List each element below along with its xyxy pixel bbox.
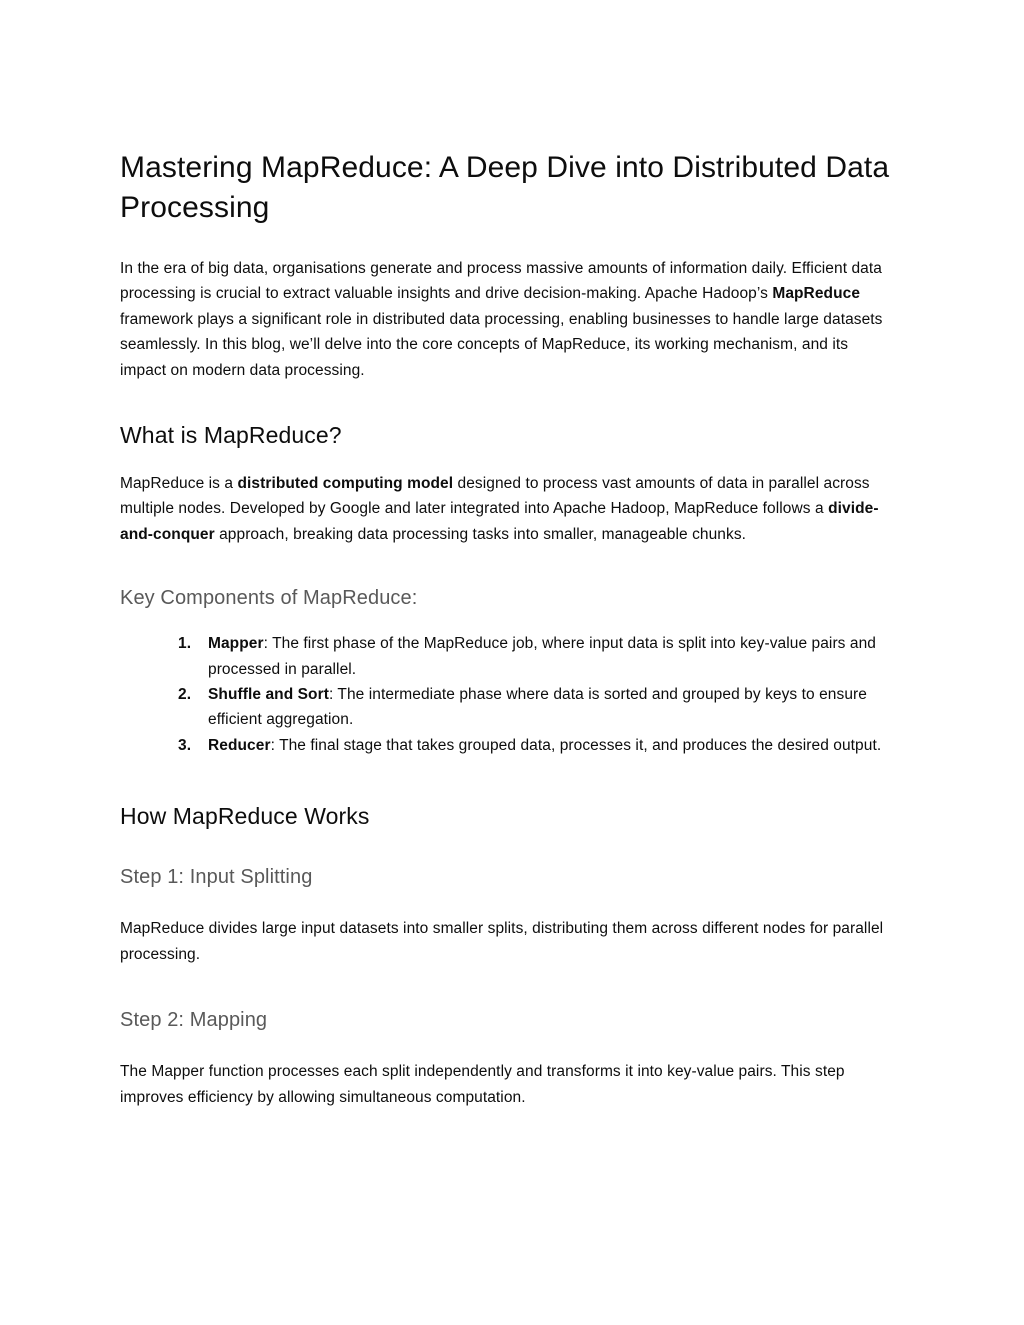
intro-bold-mapreduce: MapReduce xyxy=(772,285,861,303)
list-item-text: : The final stage that takes grouped data, processes it, and produces the desired output. xyxy=(270,736,882,754)
what-is-mapreduce-paragraph xyxy=(120,471,895,547)
what-is-text-part-2: designed to process vast amounts of data in parallel across multiple nodes. Developed by Google and later integrated into Apache Hadoop, MapReduce follows a xyxy=(120,475,870,518)
spacer xyxy=(120,450,895,471)
bold-distributed-computing-model: distributed computing model xyxy=(237,475,454,493)
heading-key-components: Key Components of MapReduce: xyxy=(120,587,418,610)
intro-text-part-2: framework plays a significant role in distributed data processing, enabling businesses to handle large datasets seamlessly. In this blog, we’ll delve into the core concepts of MapReduce, its working mechanism, and its impact on modern data processing. xyxy=(120,310,883,379)
list-item-text: : The first phase of the MapReduce job, where input data is split into key-value pairs and processed in parallel. xyxy=(208,635,876,678)
list-item xyxy=(178,682,895,733)
spacer xyxy=(120,612,895,631)
heading-how-mapreduce-works: How MapReduce Works xyxy=(120,803,370,830)
list-item-text: : The intermediate phase where data is sorted and grouped by keys to ensure efficient aggregation. xyxy=(208,686,867,729)
list-item-term: Mapper xyxy=(208,635,264,653)
heading-what-is-mapreduce: What is MapReduce? xyxy=(120,422,342,449)
heading-step-2: Step 2: Mapping xyxy=(120,1009,268,1032)
page-title: Mastering MapReduce: A Deep Dive into Distributed Data Processing xyxy=(120,151,890,224)
intro-text-part-1: In the era of big data, organisations generate and process massive amounts of information daily. Efficient data processing is crucial to extract valuable insights and drive decision-making. Apache Hadoop’s xyxy=(120,260,882,303)
spacer xyxy=(120,831,895,864)
list-item xyxy=(178,631,895,682)
intro-paragraph xyxy=(120,256,895,383)
spacer xyxy=(120,383,895,420)
spacer xyxy=(120,891,895,916)
step-1-paragraph: MapReduce divides large input datasets into smaller splits, distributing them across different nodes for parallel processing. xyxy=(120,920,884,963)
spacer xyxy=(120,967,895,1007)
list-item-term: Reducer xyxy=(208,736,271,754)
key-components-list xyxy=(120,631,895,758)
list-item xyxy=(178,733,895,758)
bold-divide-and-conquer: divide-and-conquer xyxy=(120,500,879,543)
heading-step-1: Step 1: Input Splitting xyxy=(120,866,313,889)
step-2-paragraph: The Mapper function processes each split independently and transforms it into key-value pairs. This step improves efficiency by allowing simultaneous computation. xyxy=(120,1063,845,1106)
spacer xyxy=(120,547,895,585)
spacer xyxy=(120,1034,895,1059)
list-item-term: Shuffle and Sort xyxy=(208,686,329,704)
spacer xyxy=(120,758,895,801)
what-is-text-part-1: MapReduce is a xyxy=(120,475,238,493)
what-is-text-part-3: approach, breaking data processing tasks into smaller, manageable chunks. xyxy=(214,525,747,543)
